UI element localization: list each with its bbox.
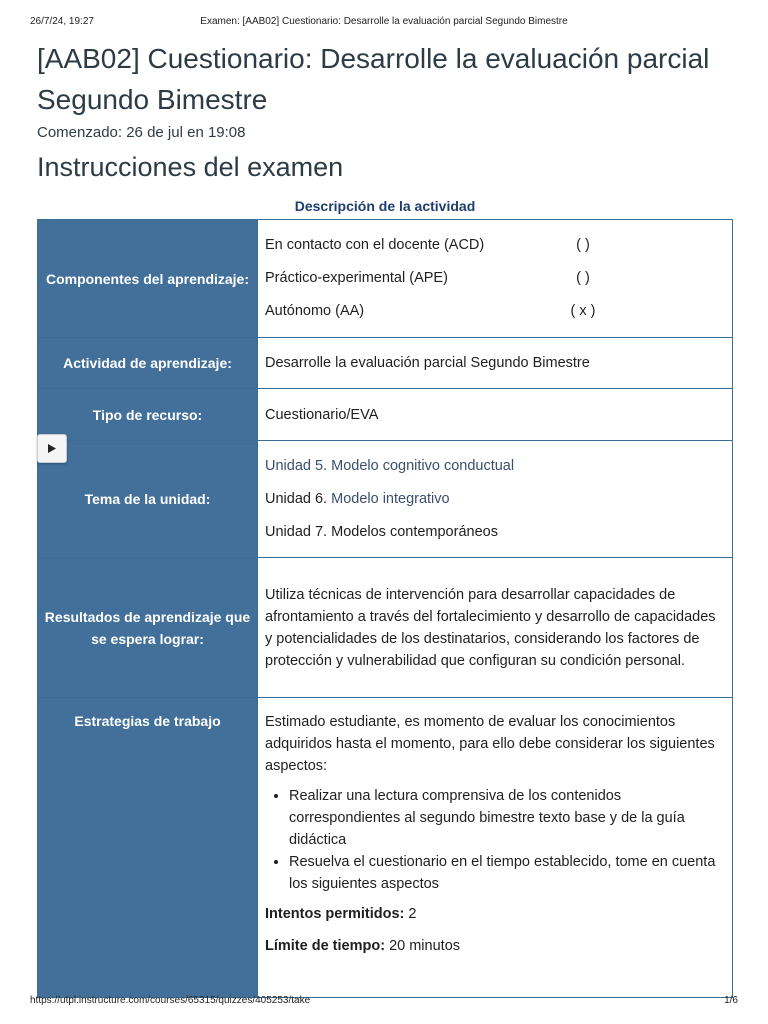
unit-prefix: Unidad 5. <box>265 457 328 474</box>
started-timestamp: Comenzado: 26 de jul en 19:08 <box>37 124 246 141</box>
strategies-bullet: • Realizar una lectura comprensiva de los contenidos correspondientes al segundo bimestre texto base y de la guía didáctica <box>289 785 725 851</box>
results-value: Utiliza técnicas de intervención para desarrollar capacidades de afrontamiento a través del fortalecimiento y desarrollo de capacidades y potencialidades de los destinatarios, considerando los factores de protección y vulnerabilidad que configuran su condición personal. <box>258 558 733 698</box>
component-mark: ( x ) <box>570 303 596 319</box>
activity-value: Desarrolle la evaluación parcial Segundo Bimestre <box>258 338 733 389</box>
unit-prefix: Unidad 7. <box>265 523 328 540</box>
resource-row <box>38 389 733 441</box>
strategies-bullet: • Resuelva el cuestionario en el tiempo establecido, tome en cuenta los siguientes aspectos <box>289 851 725 895</box>
unit-name: Modelos contemporáneos <box>331 523 498 540</box>
quiz-title: [AAB02] Cuestionario: Desarrolle la evaluación parcial Segundo Bimestre <box>37 43 710 115</box>
results-row <box>38 558 733 698</box>
print-datetime: 26/7/24, 19:27 <box>30 16 94 27</box>
unit-item <box>265 483 725 516</box>
resource-value: Cuestionario/EVA <box>258 389 733 441</box>
unit-name: Modelo integrativo <box>331 490 450 507</box>
unit-prefix: Unidad 6. <box>265 490 328 507</box>
resource-label: Tipo de recurso: <box>38 389 258 441</box>
component-name: Autónomo (AA) <box>265 303 365 319</box>
activity-row <box>38 338 733 389</box>
component-name: Práctico-experimental (APE) <box>265 270 448 286</box>
attempts-label: Intentos permitidos: <box>265 906 405 922</box>
time-limit-label: Límite de tiempo: <box>265 938 386 954</box>
play-triangle-icon <box>48 444 56 453</box>
components-row <box>38 220 733 338</box>
time-limit <box>265 935 725 957</box>
time-limit-value: 20 minutos <box>385 938 461 954</box>
component-item <box>265 262 725 295</box>
strategies-label: Estrategias de trabajo <box>38 698 258 998</box>
strategies-list <box>265 785 725 895</box>
page-url[interactable]: https://utpl.instructure.com/courses/65315/quizzes/405253/take <box>30 995 311 1006</box>
strategies-row <box>38 698 733 998</box>
component-name: En contacto con el docente (ACD) <box>265 237 485 253</box>
unit-item <box>265 516 725 549</box>
print-page-title: Examen: [AAB02] Cuestionario: Desarrolle la evaluación parcial Segundo Bimestre <box>200 16 568 27</box>
page-number: 1/6 <box>724 995 738 1006</box>
description-heading: Descripción de la actividad <box>294 198 476 214</box>
unit-name: Modelo cognitivo conductual <box>331 457 515 474</box>
instructions-heading: Instrucciones del examen <box>37 152 344 182</box>
activity-label: Actividad de aprendizaje: <box>38 338 258 389</box>
topic-label: Tema de la unidad: <box>38 441 258 558</box>
component-item <box>265 229 725 262</box>
results-label: Resultados de aprendizaje que se espera lograr: <box>38 558 258 698</box>
unit-item <box>265 450 725 483</box>
attempts-allowed <box>265 903 725 925</box>
component-item <box>265 295 725 328</box>
activity-description-table <box>37 219 733 998</box>
components-value <box>258 220 733 338</box>
strategies-intro: Estimado estudiante, es momento de evaluar los conocimientos adquiridos hasta el momento, para ello debe considerar los siguientes aspectos: <box>265 714 715 774</box>
toggle-button[interactable] <box>37 434 67 463</box>
topic-value <box>258 441 733 558</box>
topic-row <box>38 441 733 558</box>
strategies-value <box>258 698 733 998</box>
components-label: Componentes del aprendizaje: <box>38 220 258 338</box>
component-mark: ( ) <box>576 237 590 253</box>
attempts-value: 2 <box>404 906 417 922</box>
component-mark: ( ) <box>576 270 590 286</box>
